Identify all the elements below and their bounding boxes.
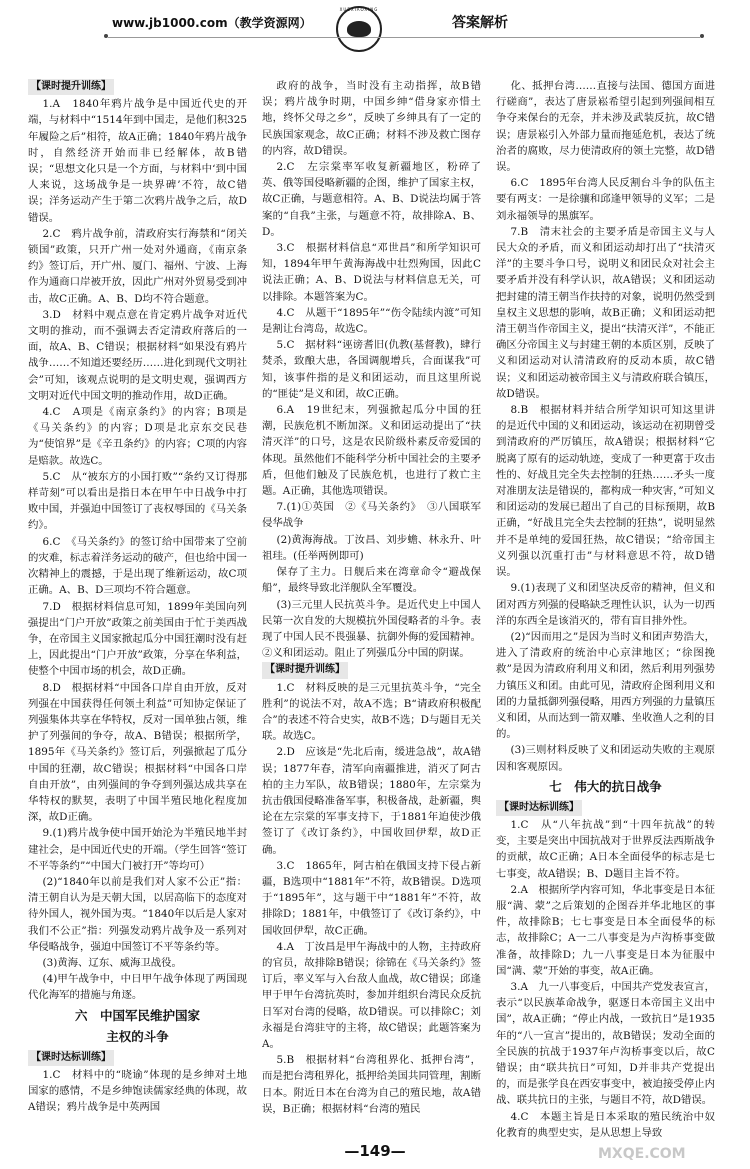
publisher-logo [336, 6, 382, 52]
answer-paragraph: 化、抵押台湾……直接与法国、德国方面进行磋商”，表达了唐景崧希望引起到列强间相互争夺来保台的无奈，并未涉及武装反抗，故C错误；唐景崧引入外部力量而拖延危机，表达了统治者的腐败，尽力使清政府的领土完整，故D错误。 [496, 80, 715, 174]
logo-emblem-icon [347, 21, 371, 37]
answer-paragraph: 3.D 材料中观点意在肯定鸦片战争对近代文明的推动，而不强调去否定清政府落后的一面，故A、B、C错误；根据材料“如果没有鸦片战争……不知道还要经历……进化到现代文明社会”可知，该观点说明的是文明史观，强调西方文明对近代中国文明的推动作用，故D正确。 [28, 308, 247, 402]
answer-paragraph: 9.(1)表现了义和团坚决反帝的精神，但义和团对西方列强的侵略缺乏理性认识，认为一切西洋的东西全是该消灭的，带有盲目排外性。 [496, 582, 715, 627]
section-title: 答案解析 [452, 15, 508, 31]
answer-paragraph: (3)三则材料反映了义和团运动失败的主观原因和客观原因。 [496, 744, 715, 773]
watermark: MXQE.COM [598, 1146, 686, 1162]
answer-paragraph: 5.C 从“被东方的小国打败”“条约又订得那样苛刻”可以看出是指日本在甲午中日战争中打败中国，并强迫中国签订了丧权辱国的《马关条约》。 [28, 470, 247, 532]
section-label: 【课时达标训练】 [28, 1050, 114, 1066]
logo-text: XUEXIAOXING [339, 7, 379, 12]
answer-paragraph: 1.C 材料反映的是三元里抗英斗争，“完全胜利”的说法不对，故A不选；B“请政府积极配合”的表述不符合史实，故B不选；D与题目无关联。故选C。 [262, 681, 481, 743]
answer-paragraph: 5.C 据材料“诬谤耆旧(仇教(基督教)，肆行焚杀，致酿大患，各国调舰增兵，合面谋我”可知，该事件指的是义和团运动，而且这里所说的“匪徒”是义和团，故C正确。 [262, 339, 481, 400]
answer-paragraph: 政府的战争，当时没有主动指挥，故B错误；鸦片战争时期，中国乡绅“借身家亦惜土地，终怀父母之乡”，反映了乡绅具有了一定的民族国家观念，故C正确；材料不涉及救亡图存的内容，故D错误。 [262, 80, 481, 157]
answer-paragraph: 4.A 丁汝昌是甲午海战中的人物，主持政府的官员，故排除B错误；徐锦在《马关条约》签订后，率义军与入台敌人血战，故C错误；邱逢甲于甲午台湾抗英时，参加并组织台湾民众反抗日军对台湾的侵略，故D错误。可以排除C；刘永福是台湾驻守的主将，故C错误；此题答案为A。 [262, 940, 481, 1050]
section-label: 【课时提升训练】 [262, 662, 348, 678]
header-rule [108, 37, 700, 38]
answer-paragraph: 2.A 根据所学内容可知，华北事变是日本征服“满、蒙”之后策划的企图吞并华北地区的事件，故排除B；七七事变是日本全面侵华的标志，故排除C；A一二八事变是为卢沟桥事变做准备，故排除D；九一八事变是日本为征服中国“满、蒙”开始的事变，故A正确。 [496, 883, 715, 977]
answer-paragraph: 2.C 左宗棠率军收复新疆地区，粉碎了英、俄等国侵略新疆的企图，维护了国家主权，故C正确，与题意相符。A、B、D说法均属于答案的“自我”主张，与题意不符，故排除A、B、D。 [262, 161, 481, 238]
answer-paragraph: (3)三元里人民抗英斗争。是近代史上中国人民第一次自发的大规模抗外国侵略者的斗争。表现了中国人民不畏强暴、抗御外侮的爱国精神。②义和团运动。阻止了列强瓜分中国的阴谋。 [262, 598, 481, 660]
answer-paragraph: 2.C 鸦片战争前，清政府实行海禁和“闭关锁国”政策，只开广州一处对外通商，《南京条约》签订后，开广州、厦门、福州、宁波、上海作为通商口岸被开放，因此广州对外贸易受到冲击，故C正确。A、B、D均不符合题意。 [28, 227, 247, 305]
answer-paragraph: 5.B 根据材料“台湾租界化、抵押台湾”，而是把台湾租界化，抵押给美国共同管理，割断日本。附近日本在台湾为自己的殖民地，故A错误，B正确；根据材料“台湾的殖民 [262, 1054, 481, 1115]
answer-paragraph: 9.(1)鸦片战争使中国开始沦为半殖民地半封建社会，是中国近代史的开端。（学生回答“签订不平等条约”“中国大门被打开”等均可） [28, 827, 247, 872]
answer-paragraph: 1.A 1840年鸦片战争是中国近代史的开端，与材料中“1514年到中国走，是他们积325年履险之后”相符，故A正确；1840年鸦片战争时，自然经济开始而非已经解体，故B错误；“思想文化只是一个方面，与材料中‘到中国人来说，这场战争是一块界碑’不符，故C错误；洋务运动产生于第二次鸦片战争之后，故D错误。 [28, 98, 247, 224]
rule-dot-icon [700, 34, 704, 38]
answer-paragraph: 1.C 从“八年抗战”到“十四年抗战”的转变，主要是突出中国抗战对于世界反法西斯战争的贡献，故C正确；A日本全面侵华的标志是七七事变，故A错误；B、D题目主旨不符。 [496, 818, 715, 880]
answer-paragraph: 3.A 九一八事变后，中国共产党发表宣言，表示“以民族革命战争，驱逐日本帝国主义出中国”，故A正确；“停止内战，一致抗日”是1935年的“八一宣言”提出的，故B错误；发动全面的全民族的抗战于1937年卢沟桥事变以后，故C错误；由“联共抗日”可知，D并非共产党提出的，而是张学良在西安事变中，被迫接受停止内战、联共抗日的主张，与题目不符，故D错误。 [496, 980, 715, 1107]
text-column-3 [496, 78, 715, 1138]
answer-paragraph: (3)黄海、辽东、威海卫战役。 [42, 956, 182, 969]
answer-paragraph: 7.D 根据材料信息可知，1899年美国向列强提出“门户开放”政策之前美国由于忙于美西战争，在帝国主义国家掀起瓜分中国狂潮时没有赶上，因此提出“门户开放”政策，分享在华利益，使整个中国市场的机会，故D正确。 [28, 600, 247, 678]
answer-paragraph: 3.C 根据材料信息“邓世昌”和所学知识可知，1894年甲午黄海海战中壮烈殉国，因此C说法正确；A、B、D说法与材料信息无关，可以排除。本题答案为C。 [262, 242, 481, 303]
answer-paragraph: 6.C 1895年台湾人民反割台斗争的队伍主要有两支：一是徐骧和邱逢甲领导的义军；二是刘永福领导的黑旗军。 [496, 177, 715, 222]
chapter-heading: 七 伟大的抗日战争 [549, 778, 662, 794]
text-column-2 [262, 78, 481, 1138]
answer-paragraph: 3.C 1865年，阿古柏在俄国支持下侵占新疆，B选项中“1881年”不符，故B错误。D选项于“1895年”，这与题干中“1881年”不符，故排除D；1881年，中俄签订了《改订条约》，中国收回伊犁，故C正确。 [262, 859, 481, 937]
answer-paragraph: 7.B 清末社会的主要矛盾是帝国主义与人民大众的矛盾，而义和团运动却打出了“扶清灭洋”的主要斗争口号，说明义和团民众对社会主要矛盾并没有科学认识，故A错误；义和团运动把封建的清王朝当作扶持的对象，说明仍然受到皇权主义思想的影响，故B正确；义和团运动把清王朝当作帝国主义，提出“扶清灭洋”，不能正确区分帝国主义与封建王朝的本质区别，反映了义和团运动对认清清政府的反动本质，故C错误；义和团运动被帝国主义与清政府联合镇压，故D错误。 [496, 225, 715, 400]
answer-paragraph: 4.C 从题干“1895年”“伤令陆续内渡”可知是割让台湾岛，故选C。 [262, 306, 481, 336]
answer-paragraph: 6.C 《马关条约》的签订给中国带来了空前的灾难，标志着洋务运动的破产，但也给中国一次精神上的震撼，于是出现了维新运动，故C项正确。A、B、D三项均不符合题意。 [28, 535, 247, 597]
answer-paragraph: (2)“1840年以前是我们对人家不公正”指：清王朝自认为是天朝大国，以居高临下的态度对待外国人，视外国为夷。“1840年以后是人家对我们不公正”指：列强发动鸦片战争及一系列对华侵略战争，强迫中国签订不平等条约等。 [28, 875, 247, 953]
section-label: 【课时提升训练】 [28, 79, 114, 95]
page-number: —149— [344, 1142, 406, 1160]
text-column-1 [28, 78, 247, 1138]
site-url: www.jb1000.com（教学资源网） [112, 16, 312, 30]
answer-paragraph: (2)黄海海战。丁汝昌、刘步蟾、林永升、叶祖珪。(任举两例即可) [262, 533, 481, 562]
answer-paragraph: 8.B 根据材料并结合所学知识可知这里讲的是近代中国的义和团运动，该运动在初期曾受到清政府的严厉镇压，故A错误；根据材料“它脱离了原有的运动轨迹，变成了一种更富于攻击性的、好战且完全失去控制的狂热……矛头一度对准朋友法是错误的，都构成一种灾害，”可知义和团运动的发展已超出了自己的目标预期，故B正确，“好战且完全失去控制的狂热”，说明显然并不是单纯的爱国狂热，故C错误；“给帝国主义列强以沉重打击”与材料意思不符，故D错误。 [496, 404, 715, 579]
answer-paragraph: 6.A 19世纪末，列强掀起瓜分中国的狂潮，民族危机不断加深。义和团运动提出了“扶清灭洋”的口号，这是农民阶级朴素反帝爱国的体现。虽然他们不能科学分析中国社会的主要矛盾，但他们触及了民族危机，也进行了救亡主题。A正确，其他选项错误。 [262, 404, 481, 498]
answer-paragraph: 8.D 根据材料“中国各口岸自由开放，反对列强在中国获得任何领土利益”可知协定保证了列强集体共享在华特权，反对一国单独占领，维护了列强间的争夺，故A、B错误；根据所学，1895年《马关条约》签订后，列强掀起了瓜分中国的狂潮，故C错误；根据材料“中国各口岸自由开放”，由列强间的争夺到列强达成共享在华特权的默契，表明了中国半殖民地化程度加深，故D正确。 [28, 681, 247, 824]
answer-paragraph: 4.C 本题主旨是日本采取的殖民统治中奴化教育的典型史实，是从思想上导致 [496, 1110, 715, 1138]
rule-dot-icon [104, 34, 108, 38]
answer-paragraph: 2.D 应该是“先北后南，缓进急战”，故A错误；1877年春，清军向南疆推进，消灭了阿古柏的主力军队，故B错误；1880年，左宗棠为抗击俄国侵略准备军事，积极备战，赴新疆，舆论在左宗棠的军事支持下，于1881年迫使沙俄签订了《改订条约》，中国收回伊犁，故D正确。 [262, 746, 481, 856]
section-label: 【课时达标训练】 [496, 800, 582, 816]
answer-paragraph: 1.C 材料中的“晓谕”体现的是乡绅对土地国家的感情，不是乡绅饱读儒家经典的体现，故A错误；鸦片战争是中英两国 [28, 1068, 247, 1114]
answer-paragraph: (4)甲午战争中，中日甲午战争体现了两国现代化海军的措施与角逐。 [28, 973, 247, 1002]
page-footer [0, 1138, 750, 1169]
answer-paragraph: 保存了主力。日舰后来在湾章命令“避战保船”，最终导致北洋舰队全军覆没。 [262, 566, 481, 595]
chapter-heading: 六 中国军民维护国家 [74, 1007, 200, 1023]
answer-paragraph: 4.C A项是《南京条约》的内容；B项是《马关条约》的内容；D项是北京东交民巷为“使馆界”是《辛丑条约》的内容；C项的内容是赔款。故选C。 [28, 406, 247, 467]
answer-paragraph: 7.(1)①英国 ②《马关条约》 ③八国联军侵华战争 [262, 501, 481, 530]
page-header [0, 0, 750, 62]
answer-paragraph: (2)“因而用之”是因为当时义和团声势浩大，进入了清政府的统治中心京津地区；“徐图挽救”是因为清政府利用义和团，然后利用列强势力镇压义和团。由此可见，清政府企图利用义和团的力量抵御列强侵略，用西方列强的力量镇压义和团，从而达到一箭双雕、坐收渔人之利的目的。 [496, 630, 715, 741]
chapter-heading: 主权的斗争 [106, 1028, 169, 1044]
